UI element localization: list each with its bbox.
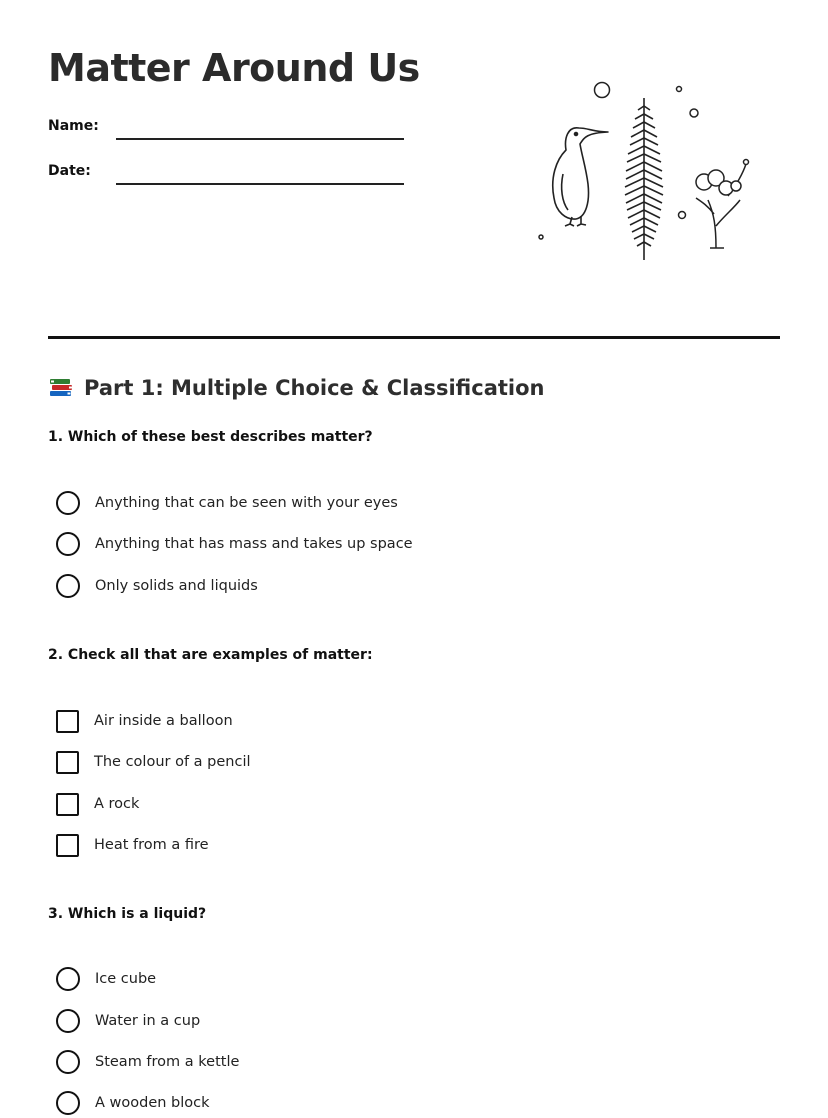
q2-option-3[interactable] xyxy=(56,791,139,817)
q3-option-1[interactable] xyxy=(56,966,156,992)
radio-button[interactable] xyxy=(56,532,80,556)
radio-button[interactable] xyxy=(56,967,80,991)
radio-button[interactable] xyxy=(56,1091,80,1115)
option-label: A rock xyxy=(94,796,140,812)
q3-option-3[interactable] xyxy=(56,1049,239,1075)
nature-illustration xyxy=(528,76,758,266)
name-input-line[interactable] xyxy=(116,138,404,140)
option-label: Ice cube xyxy=(95,971,157,987)
option-label: Water in a cup xyxy=(95,1013,201,1029)
question-3: 3. Which is a liquid? xyxy=(48,906,207,922)
section-heading xyxy=(48,375,544,401)
checkbox[interactable] xyxy=(56,834,79,857)
bubble-icon xyxy=(690,109,698,117)
question-1: 1. Which of these best describes matter? xyxy=(48,429,373,445)
radio-button[interactable] xyxy=(56,574,80,598)
checkbox[interactable] xyxy=(56,710,79,733)
name-label: Name: xyxy=(48,118,99,134)
q3-option-2[interactable] xyxy=(56,1008,200,1034)
page-title: Matter Around Us xyxy=(48,46,420,90)
flower-icon xyxy=(696,160,749,249)
bubble-icon xyxy=(677,87,682,92)
option-label: Only solids and liquids xyxy=(95,578,258,594)
q3-option-4[interactable] xyxy=(56,1090,210,1116)
fern-icon xyxy=(625,98,663,260)
option-label: Anything that has mass and takes up space xyxy=(95,536,413,552)
radio-button[interactable] xyxy=(56,1009,80,1033)
question-2: 2. Check all that are examples of matter: xyxy=(48,647,373,663)
section-title: Part 1: Multiple Choice & Classification xyxy=(84,376,545,400)
bubble-icon xyxy=(679,212,686,219)
date-input-line[interactable] xyxy=(116,183,404,185)
option-label: Steam from a kettle xyxy=(95,1054,240,1070)
books-icon xyxy=(48,375,74,401)
q1-option-3[interactable] xyxy=(56,573,258,599)
bird-icon xyxy=(553,128,608,226)
q1-option-2[interactable] xyxy=(56,531,413,557)
bubble-icon xyxy=(539,235,543,239)
radio-button[interactable] xyxy=(56,1050,80,1074)
date-label: Date: xyxy=(48,163,91,179)
option-label: Anything that can be seen with your eyes xyxy=(95,495,398,511)
q2-option-2[interactable] xyxy=(56,749,251,775)
section-divider xyxy=(48,336,780,339)
option-label: The colour of a pencil xyxy=(94,754,251,770)
bubble-icon xyxy=(595,83,610,98)
q2-option-1[interactable] xyxy=(56,708,233,734)
option-label: Heat from a fire xyxy=(94,837,209,853)
option-label: A wooden block xyxy=(95,1095,210,1111)
checkbox[interactable] xyxy=(56,793,79,816)
q2-option-4[interactable] xyxy=(56,832,209,858)
checkbox[interactable] xyxy=(56,751,79,774)
radio-button[interactable] xyxy=(56,491,80,515)
q1-option-1[interactable] xyxy=(56,490,398,516)
option-label: Air inside a balloon xyxy=(94,713,233,729)
